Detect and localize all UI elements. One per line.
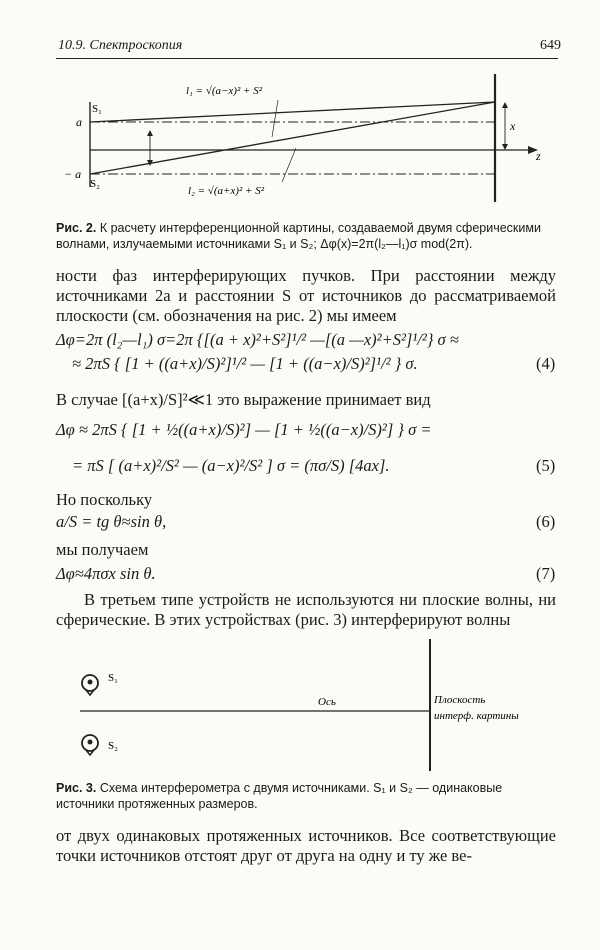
paragraph-2: В случае [(a+x)/S]²≪1 это выражение принимает вид bbox=[56, 390, 431, 409]
fig3-label-s1: S₁ bbox=[108, 672, 118, 684]
figure-2-diagram bbox=[50, 62, 560, 212]
label-l2: l₂ = √(a+x)² + S² bbox=[188, 185, 264, 197]
ray-l1 bbox=[90, 102, 495, 122]
figure-3-diagram bbox=[60, 635, 550, 775]
equation-5-line-1: Δφ ≈ 2πS { [1 + ½((a+x)/S)²] — [1 + ½((a−x)/S)²] } σ = bbox=[56, 420, 432, 439]
figure-2-caption bbox=[56, 220, 556, 252]
source-2-icon bbox=[82, 735, 98, 755]
label-s2: S₂ bbox=[90, 178, 100, 190]
theta-arrow-up-icon bbox=[147, 130, 153, 136]
x-arrow-up-icon bbox=[502, 102, 508, 108]
equation-4-line-2: ≈ 2πS { [1 + ((a+x)/S)²]¹/² — [1 + ((a−x)/S)²]¹/² } σ. bbox=[72, 354, 418, 373]
label-l1: l₁ = √(a−x)² + S² bbox=[186, 85, 262, 97]
equation-4-number: (4) bbox=[536, 354, 556, 373]
paragraph-6: от двух одинаковых протяженных источников. Все соответствующие точки источников отстоят друг от друга на одну и ту же ве- bbox=[56, 826, 556, 865]
section-header: 10.9. Спектроскопия bbox=[58, 38, 183, 53]
paragraph-5: В третьем типе устройств не используются ни плоские волны, ни сферические. В этих устройствах (рис. 3) интерферируют волны bbox=[56, 590, 556, 629]
figure-2-caption-text: К расчету интерференционной картины, создаваемой двумя сферическими волнами, излучаемыми источниками S₁ и S₂; Δφ(x)=2π(l₂—l₁)σ mod(2π). bbox=[56, 221, 541, 251]
fig3-label-axis: Ось bbox=[318, 696, 336, 708]
l2-leader bbox=[282, 148, 296, 182]
fig3-label-plane-2: интерф. картины bbox=[434, 710, 519, 722]
paragraph-1: ности фаз интерферирующих пучков. При расстоянии между источниками 2a и расстоянии S от источников до рассматриваемой плоскости (см. обозначения на рис. 2) мы имеем bbox=[56, 266, 556, 325]
equation-7-number: (7) bbox=[536, 564, 556, 583]
label-minus-a: − a bbox=[64, 167, 82, 181]
figure-3-caption bbox=[56, 780, 556, 812]
label-x: x bbox=[510, 119, 516, 133]
x-arrow-down-icon bbox=[502, 144, 508, 150]
figure-2-caption-label: Рис. 2. bbox=[56, 221, 97, 235]
l1-leader bbox=[272, 100, 278, 137]
label-z: z bbox=[536, 149, 541, 163]
label-s1: S₁ bbox=[92, 103, 102, 115]
equation-7: Δφ≈4πσx sin θ. bbox=[56, 564, 156, 583]
figure-3-caption-label: Рис. 3. bbox=[56, 781, 97, 795]
page-number: 649 bbox=[540, 38, 561, 53]
fig3-label-plane-1: Плоскость bbox=[434, 694, 486, 706]
equation-5-number: (5) bbox=[536, 456, 556, 475]
fig3-label-s2: S₂ bbox=[108, 740, 118, 752]
equation-6-number: (6) bbox=[536, 512, 556, 531]
equation-6: a/S = tg θ≈sin θ, bbox=[56, 512, 167, 531]
equation-4-line-1: Δφ=2π (l₂—l₁) σ=2π {[(a + x)²+S²]¹/² —[(a —x)²+S²]¹/²} σ ≈ bbox=[56, 330, 459, 349]
equation-5-line-2: = πS [ (a+x)²/S² — (a−x)²/S² ] σ = (πσ/S) [4ax]. bbox=[72, 456, 390, 475]
figure-3-caption-text: Схема интерферометра с двумя источниками. S₁ и S₂ — одинаковые источники протяженных размеров. bbox=[56, 781, 503, 811]
label-a: a bbox=[76, 115, 82, 129]
paragraph-4: мы получаем bbox=[56, 540, 149, 559]
paragraph-3: Но поскольку bbox=[56, 490, 153, 509]
header-rule bbox=[56, 58, 558, 59]
source-1-icon bbox=[82, 675, 98, 695]
